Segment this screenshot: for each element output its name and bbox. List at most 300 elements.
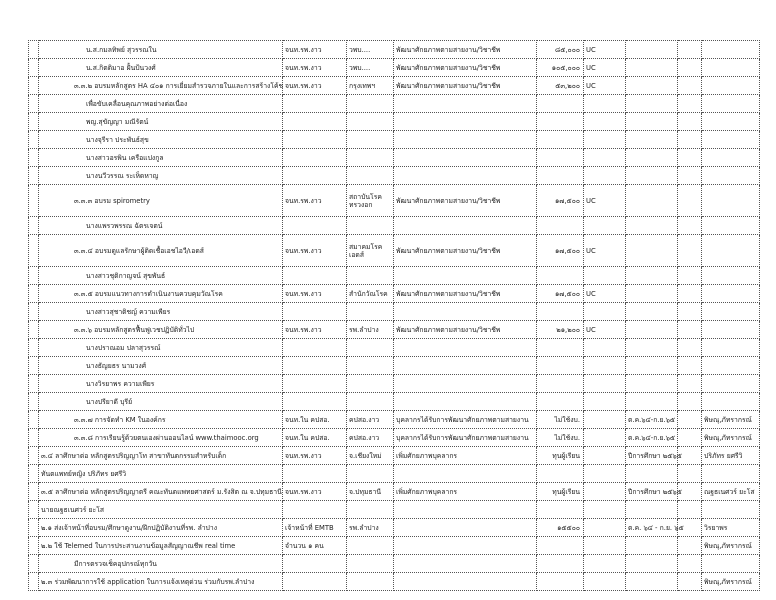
table-cell-col2: จนท.ใน คปสอ. (283, 429, 347, 447)
table-row (29, 519, 760, 537)
table-cell-col6 (584, 95, 626, 113)
table-cell-col3 (347, 131, 394, 149)
table-cell-col8 (678, 357, 702, 375)
table-cell-col0 (29, 77, 39, 95)
table-cell-col5 (537, 375, 584, 393)
table-cell-col6: UC (584, 285, 626, 303)
table-cell-col1: นางปรียาดี บุรีย์ (39, 393, 283, 411)
table-cell-col9 (702, 555, 760, 573)
table-cell-col1: น.ส.กมลทิพย์ สุวรรณใน (39, 41, 283, 59)
table-cell-col0 (29, 357, 39, 375)
table-row (29, 185, 760, 217)
table-cell-col0 (29, 185, 39, 217)
table-cell-col4 (394, 501, 537, 519)
table-cell-col8 (678, 149, 702, 167)
table-cell-col5 (537, 465, 584, 483)
table-cell-col4 (394, 131, 537, 149)
table-cell-col1: ๒.๑ ส่งเจ้าหน้าที่อบรม/ศึกษาดูงาน/ฝึกปฏิบัติงานที่รพ. ลำปาง (39, 519, 283, 537)
table-row (29, 113, 760, 131)
table-cell-col0 (29, 537, 39, 555)
table-cell-col6 (584, 393, 626, 411)
document-page (28, 40, 759, 591)
table-cell-col6 (584, 113, 626, 131)
table-cell-col3: รพ.ลำปาง (347, 321, 394, 339)
table-cell-col7 (626, 185, 678, 217)
table-cell-col7 (626, 235, 678, 267)
table-cell-col5: ๑๗,๕๐๐ (537, 235, 584, 267)
table-row (29, 149, 760, 167)
table-cell-col6 (584, 501, 626, 519)
table-cell-col8 (678, 217, 702, 235)
table-cell-col6: UC (584, 77, 626, 95)
table-cell-col1: ๓.๓.๓ อบรม spirometry (39, 185, 283, 217)
table-cell-col9: ณฐธเนศวร์ ยะโส (702, 483, 760, 501)
table-cell-col4 (394, 149, 537, 167)
table-cell-col7: ปีการศึกษา ๒๕๖๕ (626, 483, 678, 501)
table-cell-col4: เพิ่มศักยภาพบุคลากร (394, 447, 537, 465)
table-cell-col9: ปริภัทร ยศรีวิ (702, 447, 760, 465)
table-cell-col1: ทันตแพทย์หญิง ปริภัทร ยศรีวิ (39, 465, 283, 483)
table-cell-col1: พญ.สุขัญญา มณีรัตน์ (39, 113, 283, 131)
table-cell-col1: ๒.๓ ร่วมพัฒนาการใช้ application ในการแจ้งเหตุด่วน ร่วมกับรพ.ลำปาง (39, 573, 283, 591)
table-cell-col5 (537, 393, 584, 411)
budget-plan-table (28, 40, 760, 591)
table-cell-col6 (584, 267, 626, 285)
table-cell-col1: ๓.๓.๒ อบรมหลักสูตร HA ๔๐๑ การเยี่ยมสำรวจภายในและการสร้างโค้ช (39, 77, 283, 95)
table-cell-col2 (283, 393, 347, 411)
table-cell-col7 (626, 267, 678, 285)
table-cell-col7 (626, 59, 678, 77)
table-cell-col4 (394, 95, 537, 113)
table-cell-col2 (283, 113, 347, 131)
table-cell-col9 (702, 77, 760, 95)
table-cell-col6 (584, 573, 626, 591)
table-cell-col5 (537, 217, 584, 235)
table-cell-col5 (537, 113, 584, 131)
table-row (29, 95, 760, 113)
table-cell-col7 (626, 41, 678, 59)
table-cell-col5: ๒๑,๒๐๐ (537, 321, 584, 339)
table-cell-col8 (678, 285, 702, 303)
table-cell-col6 (584, 447, 626, 465)
table-cell-col4 (394, 375, 537, 393)
table-cell-col2 (283, 339, 347, 357)
table-cell-col3: จ.ปทุมธานี (347, 483, 394, 501)
table-cell-col3: สถาบันโรคทรวงอก (347, 185, 394, 217)
table-cell-col4 (394, 217, 537, 235)
table-cell-col1: นางนวีวรรณ ระเห็ดหาญ (39, 167, 283, 185)
table-cell-col6 (584, 537, 626, 555)
table-cell-col9 (702, 235, 760, 267)
table-cell-col7 (626, 95, 678, 113)
table-row (29, 267, 760, 285)
table-cell-col0 (29, 285, 39, 303)
table-cell-col6 (584, 465, 626, 483)
table-cell-col0 (29, 167, 39, 185)
table-cell-col1: นางแพรวพรรณ ฉัตรเจตน์ (39, 217, 283, 235)
table-cell-col0 (29, 519, 39, 537)
table-cell-col1: นางวิรยาพร ความเพียร (39, 375, 283, 393)
table-cell-col6 (584, 519, 626, 537)
table-cell-col9: พิษณุ,ภัทรากรณ์ (702, 573, 760, 591)
table-cell-col5: ๑๕๕๐๐ (537, 519, 584, 537)
table-cell-col8 (678, 375, 702, 393)
table-cell-col3: จ.เชียงใหม่ (347, 447, 394, 465)
table-cell-col0 (29, 217, 39, 235)
table-cell-col0 (29, 501, 39, 519)
table-cell-col4 (394, 573, 537, 591)
table-cell-col7 (626, 501, 678, 519)
table-cell-col0 (29, 95, 39, 113)
table-cell-col7 (626, 573, 678, 591)
table-cell-col4: พัฒนาศักยภาพตามสายงาน/วิชาชีพ (394, 77, 537, 95)
table-cell-col0 (29, 465, 39, 483)
table-cell-col6 (584, 131, 626, 149)
table-cell-col0 (29, 267, 39, 285)
table-cell-col1: เพื่อขับเคลื่อนคุณภาพอย่างต่อเนื่อง (39, 95, 283, 113)
table-row (29, 429, 760, 447)
table-cell-col4: พัฒนาศักยภาพตามสายงาน/วิชาชีพ (394, 185, 537, 217)
table-cell-col5 (537, 537, 584, 555)
table-cell-col4 (394, 167, 537, 185)
table-cell-col2 (283, 357, 347, 375)
table-cell-col8 (678, 95, 702, 113)
table-cell-col5 (537, 555, 584, 573)
table-cell-col7 (626, 131, 678, 149)
table-cell-col4 (394, 465, 537, 483)
table-cell-col4: เพิ่มศักยภาพบุคลากร (394, 483, 537, 501)
table-cell-col3: กรุงเทพฯ (347, 77, 394, 95)
table-cell-col9: วิรยาพร (702, 519, 760, 537)
table-cell-col4: พัฒนาศักยภาพตามสายงาน/วิชาชีพ (394, 321, 537, 339)
table-cell-col0 (29, 131, 39, 149)
table-cell-col0 (29, 303, 39, 321)
table-cell-col5 (537, 303, 584, 321)
table-cell-col3: คปสอ.งาว (347, 429, 394, 447)
table-cell-col7: ปีการศึกษา ๒๕๖๕ (626, 447, 678, 465)
table-cell-col7: ต.ค. ๖๔ - ก.ย. ๖๕ (626, 519, 678, 537)
table-cell-col7 (626, 357, 678, 375)
table-cell-col0 (29, 429, 39, 447)
table-cell-col9: พิษณุ,ภัทรากรณ์ (702, 537, 760, 555)
table-cell-col2: จนท.รพ.งาว (283, 285, 347, 303)
table-cell-col4 (394, 537, 537, 555)
table-cell-col0 (29, 411, 39, 429)
table-cell-col5 (537, 167, 584, 185)
table-cell-col9 (702, 465, 760, 483)
table-cell-col0 (29, 235, 39, 267)
table-cell-col9 (702, 113, 760, 131)
table-cell-col9 (702, 303, 760, 321)
table-cell-col3 (347, 149, 394, 167)
table-cell-col7 (626, 537, 678, 555)
table-cell-col5: ไม่ใช้งบ. (537, 411, 584, 429)
table-cell-col3 (347, 167, 394, 185)
table-row (29, 131, 760, 149)
table-cell-col5 (537, 149, 584, 167)
table-cell-col2 (283, 267, 347, 285)
table-cell-col8 (678, 303, 702, 321)
table-cell-col6 (584, 217, 626, 235)
table-cell-col9 (702, 285, 760, 303)
table-cell-col8 (678, 77, 702, 95)
table-row (29, 59, 760, 77)
table-cell-col1: มีการตรวจเช็คอุปกรณ์ทุกวัน (39, 555, 283, 573)
table-cell-col0 (29, 447, 39, 465)
table-cell-col7 (626, 303, 678, 321)
table-cell-col4 (394, 267, 537, 285)
table-cell-col8 (678, 339, 702, 357)
table-cell-col6 (584, 339, 626, 357)
table-cell-col7: ต.ค.๖๔-ก.ย.๖๕ (626, 429, 678, 447)
table-row (29, 393, 760, 411)
table-cell-col2: จนท.ใน คปสอ. (283, 411, 347, 429)
table-cell-col1: ๓.๕ ลาศึกษาต่อ หลักสูตรปริญญาตรี คณะทันตแพทยศาสตร์ ม.รังสิต ณ จ.ปทุมธานี (39, 483, 283, 501)
table-cell-col7 (626, 321, 678, 339)
table-row (29, 357, 760, 375)
table-row (29, 41, 760, 59)
table-cell-col2: จนท.รพ.งาว (283, 321, 347, 339)
table-cell-col5: ๑๗,๕๐๐ (537, 285, 584, 303)
table-cell-col5: ไม่ใช้งบ. (537, 429, 584, 447)
table-cell-col0 (29, 113, 39, 131)
table-cell-col2 (283, 375, 347, 393)
table-cell-col9 (702, 357, 760, 375)
table-cell-col8 (678, 537, 702, 555)
table-cell-col6 (584, 303, 626, 321)
table-cell-col7 (626, 375, 678, 393)
table-row (29, 167, 760, 185)
table-cell-col0 (29, 573, 39, 591)
table-cell-col1: ๓.๓.๘ การเรียนรู้ด้วยตนเองผ่านออนไลน์ www.thaimooc.org (39, 429, 283, 447)
table-cell-col1: ๒.๒ ใช้ Telemed ในการประสานงานข้อมูลสัญญาณชีพ real time (39, 537, 283, 555)
table-cell-col9 (702, 59, 760, 77)
table-cell-col8 (678, 59, 702, 77)
table-cell-col8 (678, 465, 702, 483)
table-cell-col9 (702, 339, 760, 357)
table-cell-col3 (347, 375, 394, 393)
table-cell-col3: รพ.ลำปาง (347, 519, 394, 537)
table-cell-col0 (29, 41, 39, 59)
table-cell-col2: จนท.รพ.งาว (283, 447, 347, 465)
table-cell-col8 (678, 501, 702, 519)
table-cell-col2: จนท.รพ.งาว (283, 483, 347, 501)
table-cell-col5: ๘๕,๐๐๐ (537, 41, 584, 59)
table-cell-col7 (626, 113, 678, 131)
table-cell-col4 (394, 393, 537, 411)
table-cell-col9 (702, 321, 760, 339)
table-cell-col8 (678, 167, 702, 185)
table-cell-col6 (584, 149, 626, 167)
table-cell-col7 (626, 77, 678, 95)
table-cell-col5: ๑๐๕,๐๐๐ (537, 59, 584, 77)
table-cell-col4 (394, 339, 537, 357)
table-row (29, 339, 760, 357)
table-cell-col7 (626, 217, 678, 235)
table-cell-col6: UC (584, 41, 626, 59)
table-cell-col6 (584, 555, 626, 573)
table-cell-col4 (394, 519, 537, 537)
table-row (29, 573, 760, 591)
table-cell-col9 (702, 375, 760, 393)
table-row (29, 375, 760, 393)
table-cell-col3 (347, 95, 394, 113)
table-cell-col4: พัฒนาศักยภาพตามสายงาน/วิชาชีพ (394, 235, 537, 267)
table-cell-col2: จนท.รพ.งาว (283, 77, 347, 95)
table-cell-col6: UC (584, 321, 626, 339)
table-cell-col5: ๑๗,๕๐๐ (537, 185, 584, 217)
table-cell-col9 (702, 393, 760, 411)
table-cell-col3: สมาคมโรคเอดส์ (347, 235, 394, 267)
table-cell-col2: จนท.รพ.งาว (283, 59, 347, 77)
table-row (29, 411, 760, 429)
table-cell-col2 (283, 131, 347, 149)
table-cell-col0 (29, 339, 39, 357)
table-row (29, 447, 760, 465)
table-row (29, 235, 760, 267)
table-cell-col3 (347, 393, 394, 411)
table-cell-col5: ทุนผู้เรียน (537, 483, 584, 501)
table-cell-col1: นายณฐธเนศวร์ ยะโส (39, 501, 283, 519)
table-row (29, 285, 760, 303)
table-cell-col4 (394, 113, 537, 131)
table-cell-col2 (283, 95, 347, 113)
table-cell-col6 (584, 483, 626, 501)
table-cell-col8 (678, 41, 702, 59)
table-cell-col3 (347, 217, 394, 235)
table-cell-col4: พัฒนาศักยภาพตามสายงาน/วิชาชีพ (394, 285, 537, 303)
table-cell-col3 (347, 339, 394, 357)
table-cell-col0 (29, 59, 39, 77)
table-cell-col8 (678, 573, 702, 591)
table-cell-col9 (702, 95, 760, 113)
table-cell-col5 (537, 357, 584, 375)
table-cell-col4 (394, 555, 537, 573)
table-cell-col6 (584, 167, 626, 185)
table-cell-col1: ๓.๓.๔ อบรมดูแลรักษาผู้ติดเชื้อเอชไอวี/เอดส์ (39, 235, 283, 267)
table-cell-col6: UC (584, 235, 626, 267)
table-cell-col5: ทุนผู้เรียน (537, 447, 584, 465)
table-cell-col3 (347, 537, 394, 555)
table-cell-col1: นางปราณอม ปลาสุวรรณ์ (39, 339, 283, 357)
table-cell-col5 (537, 95, 584, 113)
table-cell-col7 (626, 555, 678, 573)
table-cell-col0 (29, 393, 39, 411)
table-cell-col8 (678, 113, 702, 131)
table-cell-col8 (678, 267, 702, 285)
table-cell-col4: พัฒนาศักยภาพตามสายงาน/วิชาชีพ (394, 59, 537, 77)
table-cell-col2 (283, 217, 347, 235)
table-cell-col1: นางจุรีรา ประพันธ์สุข (39, 131, 283, 149)
table-row (29, 537, 760, 555)
table-cell-col1: น.ส.กิตติมาอ ฝั้นป้นวงศ์ (39, 59, 283, 77)
table-cell-col1: นางสาวอรพิน เครือแปงกูล (39, 149, 283, 167)
table-cell-col5: ๕๓,๒๐๐ (537, 77, 584, 95)
table-cell-col1: ๓.๔ ลาศึกษาต่อ หลักสูตรปริญญาโท สาขาทันตกรรมสำหรับเด็ก (39, 447, 283, 465)
table-cell-col8 (678, 411, 702, 429)
table-cell-col9 (702, 185, 760, 217)
table-cell-col3: คปสอ.งาว (347, 411, 394, 429)
table-cell-col3: วพบ.... (347, 59, 394, 77)
table-cell-col2 (283, 149, 347, 167)
table-cell-col2 (283, 303, 347, 321)
table-cell-col1: นางสาวสุชาติชญ์ ความเพียร (39, 303, 283, 321)
table-cell-col6: UC (584, 59, 626, 77)
table-cell-col2: เจ้าหน้าที่ EMTB (283, 519, 347, 537)
table-cell-col9 (702, 167, 760, 185)
table-cell-col9 (702, 41, 760, 59)
table-row (29, 321, 760, 339)
table-cell-col6 (584, 375, 626, 393)
table-cell-col4: พัฒนาศักยภาพตามสายงาน/วิชาชีพ (394, 41, 537, 59)
table-cell-col1: นางสาวชุติกาญจน์ สุขพันธ์ (39, 267, 283, 285)
table-cell-col2 (283, 573, 347, 591)
table-row (29, 555, 760, 573)
table-cell-col8 (678, 555, 702, 573)
table-cell-col8 (678, 131, 702, 149)
table-row (29, 303, 760, 321)
table-row (29, 501, 760, 519)
table-cell-col9: พิษณุ,ภัทรากรณ์ (702, 429, 760, 447)
table-cell-col9 (702, 217, 760, 235)
table-cell-col1: ๓.๓.๖ อบรมหลักสูตรฟื้นฟูเวชปฏิบัติทั่วไป (39, 321, 283, 339)
table-cell-col2: จำนวน ๑ คน (283, 537, 347, 555)
table-cell-col7: ต.ค.๖๔-ก.ย.๖๕ (626, 411, 678, 429)
table-cell-col3 (347, 357, 394, 375)
table-cell-col1: ๓.๓.๕ อบรมแนวทางการดำเนินงานควบคุมวัณโรค (39, 285, 283, 303)
table-cell-col5 (537, 131, 584, 149)
table-cell-col0 (29, 555, 39, 573)
table-cell-col2 (283, 555, 347, 573)
table-cell-col3 (347, 501, 394, 519)
table-cell-col5 (537, 339, 584, 357)
table-cell-col7 (626, 465, 678, 483)
table-cell-col9 (702, 501, 760, 519)
table-cell-col6 (584, 429, 626, 447)
table-cell-col3: วพบ.... (347, 41, 394, 59)
table-cell-col9 (702, 131, 760, 149)
table-cell-col3: สำนักวัณโรค (347, 285, 394, 303)
table-cell-col8 (678, 185, 702, 217)
table-cell-col9: พิษณุ,ภัทรากรณ์ (702, 411, 760, 429)
table-cell-col2: จนท.รพ.งาว (283, 41, 347, 59)
table-cell-col2: จนท.รพ.งาว (283, 185, 347, 217)
table-cell-col2 (283, 167, 347, 185)
table-cell-col3 (347, 113, 394, 131)
table-cell-col7 (626, 339, 678, 357)
table-cell-col8 (678, 429, 702, 447)
table-cell-col3 (347, 555, 394, 573)
table-cell-col4 (394, 357, 537, 375)
table-row (29, 217, 760, 235)
table-cell-col2 (283, 465, 347, 483)
table-cell-col3 (347, 465, 394, 483)
table-cell-col1: นางธัญยธร นามวงศ์ (39, 357, 283, 375)
table-cell-col6 (584, 411, 626, 429)
table-cell-col3 (347, 573, 394, 591)
table-cell-col5 (537, 573, 584, 591)
table-cell-col7 (626, 167, 678, 185)
table-cell-col8 (678, 321, 702, 339)
table-cell-col0 (29, 321, 39, 339)
table-cell-col0 (29, 375, 39, 393)
table-cell-col5 (537, 267, 584, 285)
table-cell-col9 (702, 149, 760, 167)
table-cell-col7 (626, 285, 678, 303)
table-row (29, 77, 760, 95)
table-cell-col7 (626, 149, 678, 167)
table-cell-col0 (29, 149, 39, 167)
